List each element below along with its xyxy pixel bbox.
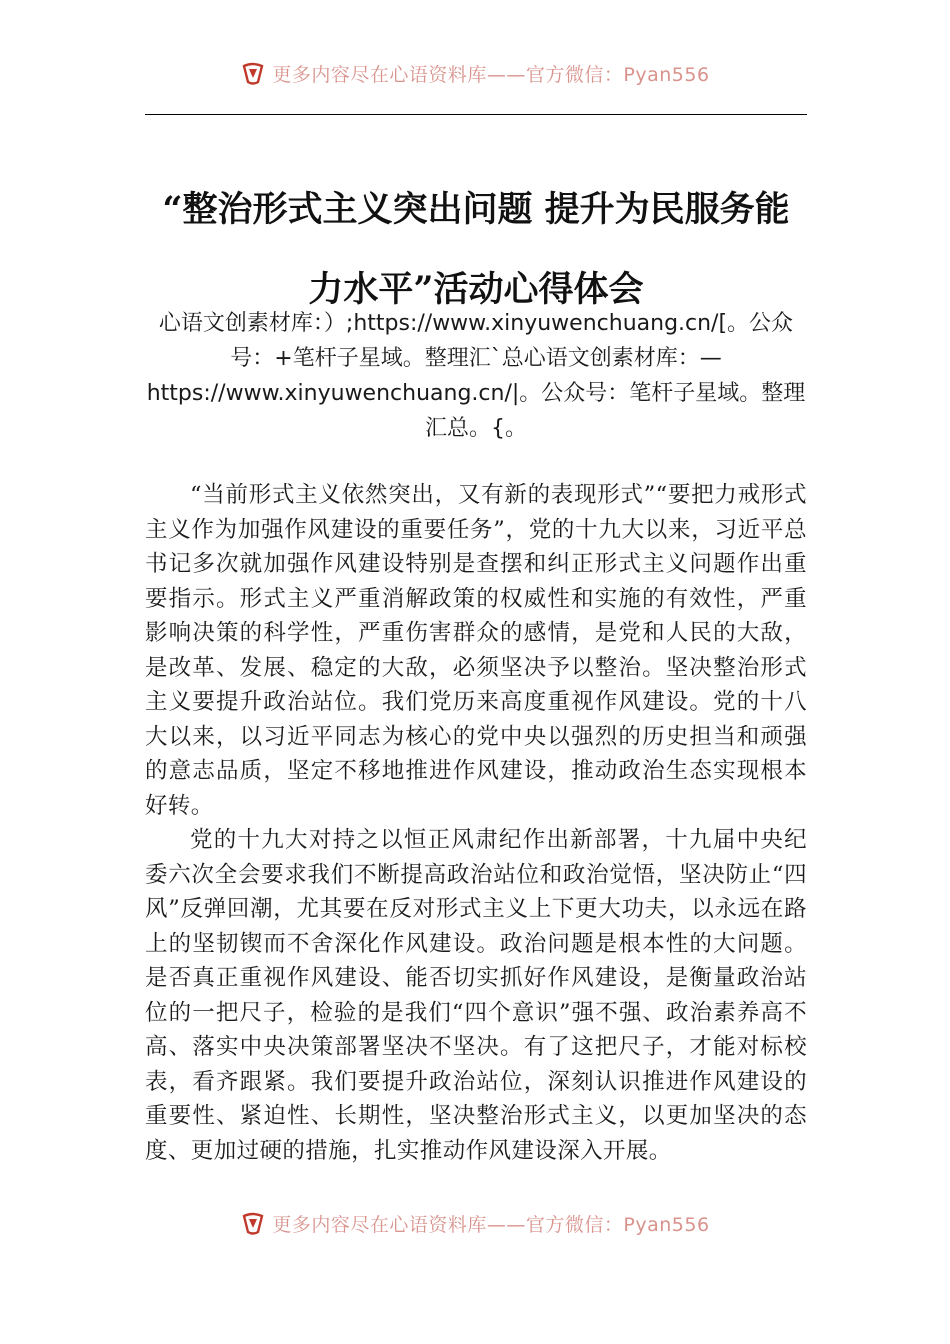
- footer-watermark-banner: [0, 1208, 950, 1238]
- header-divider: [145, 114, 807, 115]
- source-note: 心语文创素材库：）;https://www.xinyuwenchuang.cn/[。公众号：+笔杆子星域。整理汇`总心语文创素材库：—https://www.xinyuwenchuang.cn/|。公众号：笔杆子星域。整理汇总。{。: [146, 311, 806, 441]
- header-banner-text: 更多内容尽在心语资料库——官方微信：Pyan556: [272, 63, 710, 86]
- footer-banner-text: 更多内容尽在心语资料库——官方微信：Pyan556: [272, 1213, 710, 1236]
- brand-logo-icon: [240, 1210, 266, 1236]
- document-body: [145, 478, 807, 1168]
- paragraph-2: 党的十九大对持之以恒正风肃纪作出新部署，十九届中央纪委六次全会要求我们不断提高政治站位和政治觉悟，坚决防止“四风”反弹回潮，尤其要在反对形式主义上下更大功夫，以永远在路上的坚韧锲而不舍深化作风建设。政治问题是根本性的大问题。是否真正重视作风建设、能否切实抓好作风建设，是衡量政治站位的一把尺子，检验的是我们“四个意识”强不强、政治素养高不高、落实中央决策部署坚决不坚决。有了这把尺子，才能对标校表，看齐跟紧。我们要提升政治站位，深刻认识推进作风建设的重要性、紧迫性、长期性，坚决整治形式主义，以更加坚决的态度、更加过硬的措施，扎实推动作风建设深入开展。: [145, 827, 807, 1164]
- header-watermark-banner: [0, 58, 950, 88]
- document-title: “整治形式主义突出问题 提升为民服务能力水平”活动心得体会: [162, 189, 790, 310]
- paragraph-1: “当前形式主义依然突出，又有新的表现形式”“要把力戒形式主义作为加强作风建设的重要任务”，党的十九大以来，习近平总书记多次就加强作风建设特别是查摆和纠正形式主义问题作出重要指示。形式主义严重消解政策的权威性和实施的有效性，严重影响决策的科学性，严重伤害群众的感情，是党和人民的大敌，是改革、发展、稳定的大敌，必须坚决予以整治。坚决整治形式主义要提升政治站位。我们党历来高度重视作风建设。党的十八大以来，以习近平同志为核心的党中央以强烈的历史担当和顽强的意志品质，坚定不移地推进作风建设，推动政治生态实现根本好转。: [145, 482, 807, 819]
- brand-logo-icon: [240, 60, 266, 86]
